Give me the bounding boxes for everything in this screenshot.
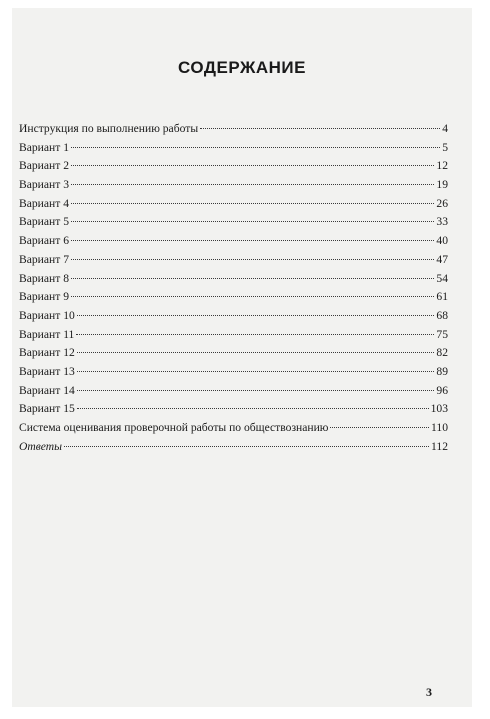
toc-entry bbox=[19, 402, 448, 421]
dot-leader bbox=[64, 446, 429, 447]
toc-entry bbox=[19, 384, 448, 403]
toc-entry-label: Вариант 11 bbox=[19, 327, 75, 341]
toc-entry-page-number: 82 bbox=[436, 346, 448, 360]
dot-leader bbox=[77, 315, 435, 316]
toc-entry-page-number: 12 bbox=[436, 159, 448, 173]
toc-entry bbox=[19, 346, 448, 365]
toc-entry bbox=[19, 253, 448, 272]
toc-entry bbox=[19, 309, 448, 328]
toc-entry bbox=[19, 365, 448, 384]
page-number: 3 bbox=[426, 685, 432, 699]
toc-entry bbox=[19, 328, 448, 347]
toc-entry-page-number: 47 bbox=[436, 252, 448, 266]
toc-entry-label: Вариант 5 bbox=[19, 215, 69, 229]
dot-leader bbox=[200, 128, 440, 129]
toc-entry-label: Вариант 4 bbox=[19, 196, 69, 210]
toc-entry bbox=[19, 440, 448, 459]
toc-entry-page-number: 112 bbox=[431, 439, 448, 453]
table-of-contents bbox=[19, 122, 448, 458]
toc-entry-label: Вариант 8 bbox=[19, 271, 69, 285]
toc-entry-label: Вариант 14 bbox=[19, 383, 75, 397]
toc-entry-page-number: 26 bbox=[436, 196, 448, 210]
toc-entry bbox=[19, 122, 448, 141]
toc-entry-page-number: 19 bbox=[436, 178, 448, 192]
toc-entry bbox=[19, 159, 448, 178]
toc-entry-label: Система оценивания проверочной работы по обществознанию bbox=[19, 421, 329, 434]
dot-leader bbox=[77, 371, 435, 372]
toc-entry bbox=[19, 141, 448, 160]
dot-leader bbox=[77, 352, 435, 353]
toc-entry-page-number: 96 bbox=[436, 383, 448, 397]
toc-entry-page-number: 33 bbox=[436, 215, 448, 229]
dot-leader bbox=[71, 240, 434, 241]
toc-entry bbox=[19, 421, 448, 440]
toc-entry-page-number: 54 bbox=[436, 271, 448, 285]
toc-entry bbox=[19, 234, 448, 253]
toc-entry bbox=[19, 272, 448, 291]
dot-leader bbox=[71, 278, 434, 279]
toc-entry-page-number: 61 bbox=[436, 290, 448, 304]
dot-leader bbox=[76, 334, 434, 335]
toc-entry-label: Вариант 15 bbox=[19, 402, 75, 416]
toc-entry-page-number: 5 bbox=[442, 140, 448, 154]
toc-entry-page-number: 103 bbox=[430, 402, 448, 416]
toc-entry-label: Вариант 6 bbox=[19, 234, 69, 248]
toc-entry-page-number: 4 bbox=[442, 122, 448, 135]
toc-entry-label: Вариант 13 bbox=[19, 364, 75, 378]
toc-entry-page-number: 40 bbox=[436, 234, 448, 248]
dot-leader bbox=[71, 165, 434, 166]
dot-leader bbox=[330, 427, 429, 428]
toc-entry-label: Вариант 10 bbox=[19, 308, 75, 322]
dot-leader bbox=[71, 259, 434, 260]
page-title: СОДЕРЖАНИЕ bbox=[178, 58, 306, 77]
toc-entry bbox=[19, 215, 448, 234]
toc-entry bbox=[19, 197, 448, 216]
dot-leader bbox=[77, 390, 435, 391]
dot-leader bbox=[71, 203, 434, 204]
toc-entry-label: Вариант 1 bbox=[19, 140, 69, 154]
toc-entry bbox=[19, 290, 448, 309]
toc-entry-page-number: 89 bbox=[436, 364, 448, 378]
toc-entry-label: Вариант 12 bbox=[19, 346, 75, 360]
toc-entry-label: Ответы bbox=[19, 439, 62, 453]
dot-leader bbox=[77, 408, 429, 409]
toc-entry-label: Инструкция по выполнению работы bbox=[19, 122, 199, 135]
toc-entry-page-number: 68 bbox=[436, 308, 448, 322]
toc-entry-page-number: 110 bbox=[431, 421, 448, 434]
toc-entry-label: Вариант 7 bbox=[19, 252, 69, 266]
dot-leader bbox=[71, 221, 434, 222]
dot-leader bbox=[71, 147, 440, 148]
toc-entry-page-number: 75 bbox=[436, 327, 448, 341]
toc-entry-label: Вариант 3 bbox=[19, 178, 69, 192]
toc-entry-label: Вариант 2 bbox=[19, 159, 69, 173]
dot-leader bbox=[71, 296, 434, 297]
book-page bbox=[12, 8, 472, 707]
dot-leader bbox=[71, 184, 434, 185]
toc-entry bbox=[19, 178, 448, 197]
toc-entry-label: Вариант 9 bbox=[19, 290, 69, 304]
